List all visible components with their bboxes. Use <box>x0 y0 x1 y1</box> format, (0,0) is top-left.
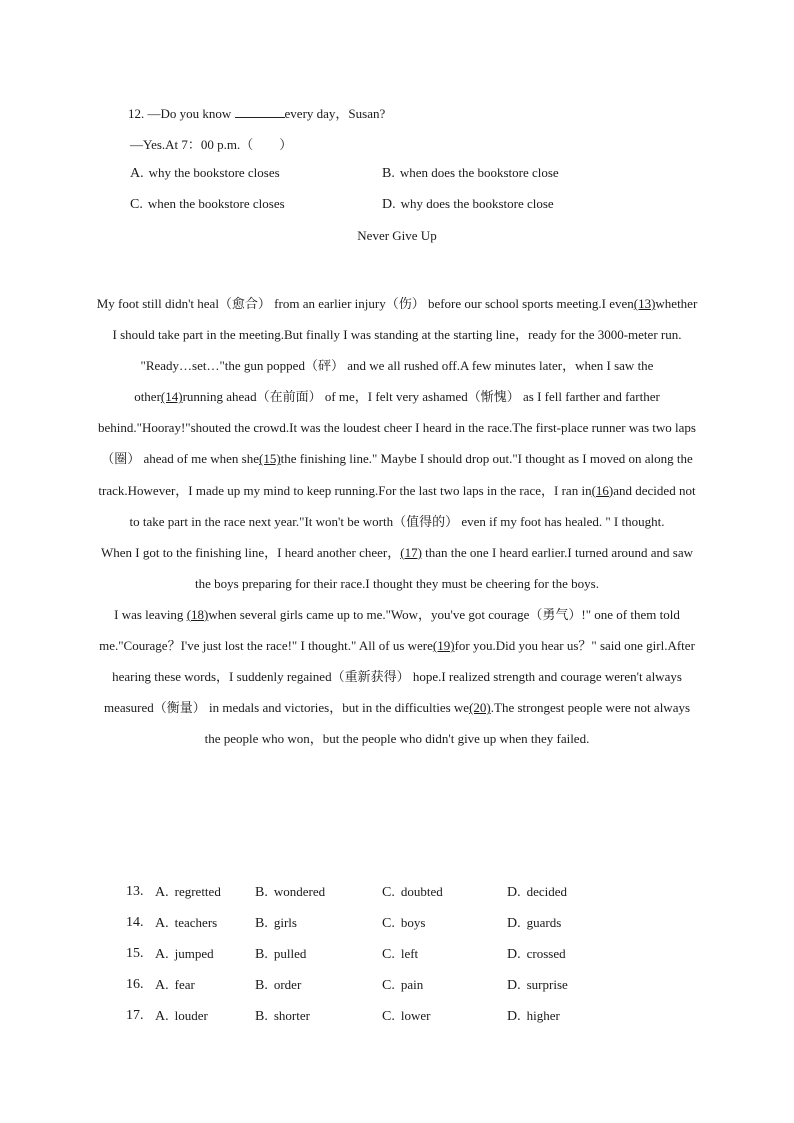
option-text: why the bookstore closes <box>148 165 280 180</box>
option-letter: D. <box>382 197 396 212</box>
option-letter: D. <box>507 885 521 900</box>
option-text: left <box>400 946 419 961</box>
option-text: wondered <box>273 884 326 899</box>
option-a[interactable] <box>155 946 214 963</box>
passage-text: for you.Did you hear us？" said one girl.After hearing these words，I suddenly regained（重新获得） hope.I realized strength and courage weren't always measured（衡量） in medals and victories，but in the difficulties we <box>103 638 695 716</box>
prompt-text: every day，Susan? <box>284 106 386 121</box>
option-text: louder <box>174 1008 208 1023</box>
blank-20: (20) <box>469 700 491 716</box>
option-text: pain <box>400 977 424 992</box>
option-letter: B. <box>255 978 268 993</box>
blank-19: (19) <box>432 638 455 654</box>
blank-18: (18) <box>186 606 209 622</box>
option-d[interactable] <box>507 977 568 994</box>
option-b[interactable] <box>255 977 301 994</box>
passage-text: When I got to the finishing line，I heard another cheer， <box>100 544 401 560</box>
option-letter: B. <box>255 1009 268 1024</box>
option-text: when does the bookstore close <box>399 165 559 180</box>
option-text: fear <box>174 977 195 992</box>
option-d[interactable] <box>507 946 566 963</box>
option-letter: A. <box>155 885 169 900</box>
answer-choices <box>126 877 646 1032</box>
option-text: lower <box>400 1008 431 1023</box>
question-number: 16. <box>126 977 144 992</box>
option-text: jumped <box>174 946 214 961</box>
option-letter: C. <box>382 978 395 993</box>
option-a[interactable] <box>155 1008 208 1025</box>
option-d[interactable] <box>507 1008 560 1025</box>
choice-row-13 <box>126 877 646 908</box>
option-letter: B. <box>255 885 268 900</box>
paragraph-3 <box>96 599 698 754</box>
answer-blank <box>235 105 285 118</box>
option-letter: A. <box>155 978 169 993</box>
blank-13: (13) <box>633 296 656 311</box>
option-c[interactable] <box>382 1008 430 1025</box>
option-a[interactable] <box>155 884 221 901</box>
option-letter: C. <box>382 916 395 931</box>
paragraph-1 <box>96 288 698 537</box>
option-text: guards <box>526 915 562 930</box>
question-number: 14. <box>126 915 144 930</box>
blank-17: (17) <box>400 544 422 560</box>
option-b[interactable] <box>255 1008 310 1025</box>
option-letter: A. <box>155 1009 169 1024</box>
passage-text: running ahead（在前面） of me，I felt very ashamed（惭愧） as I fell farther and farther behind."Hooray!"shouted the crowd.It was the loudest cheer I heard in the race.The first-place runner was two laps（圈） ahead of me when she <box>98 389 696 467</box>
question-12-answer-line: —Yes.At 7：00 p.m.（ ） <box>130 137 293 152</box>
question-number: 17. <box>126 1008 144 1023</box>
passage-text: when several girls came up to me."Wow，you've got courage（勇气）!" one of them told me."Courage？I've just lost the race!" I thought." All of us were <box>99 606 680 654</box>
option-text: teachers <box>174 915 218 930</box>
option-letter: B. <box>255 916 268 931</box>
passage-text: the finishing line." Maybe I should drop out."I thought as I moved on along the track.However，I made up my mind to keep running.For the last two laps in the race，I ran in <box>98 451 693 498</box>
option-text: pulled <box>273 946 307 961</box>
option-a[interactable] <box>155 977 195 994</box>
option-letter: C. <box>382 947 395 962</box>
option-letter: A. <box>155 947 169 962</box>
question-12-prompt <box>128 103 385 122</box>
option-letter: C. <box>382 1009 395 1024</box>
blank-15: (15) <box>258 451 281 467</box>
passage-text: than the one I heard earlier.I turned around and saw the boys preparing for their race.I thought they must be cheering for the boys. <box>195 544 694 591</box>
paragraph-2 <box>96 537 698 599</box>
passage-text: My foot still didn't heal（愈合） from an earlier injury（伤） before our school sports meeting.I even <box>96 296 634 311</box>
question-number: 15. <box>126 946 144 961</box>
choice-row-17 <box>126 1001 646 1032</box>
option-letter: A. <box>130 166 144 181</box>
question-number: 12. <box>128 106 145 121</box>
passage-title: Never Give Up <box>357 228 437 243</box>
passage-body <box>96 288 698 754</box>
option-a[interactable] <box>130 165 280 182</box>
option-d[interactable] <box>382 196 554 213</box>
option-text: girls <box>273 915 297 930</box>
option-text: crossed <box>526 946 566 961</box>
option-letter: D. <box>507 1009 521 1024</box>
choice-row-16 <box>126 970 646 1001</box>
option-text: surprise <box>526 977 568 992</box>
option-text: decided <box>526 884 568 899</box>
option-letter: B. <box>255 947 268 962</box>
option-text: shorter <box>273 1008 310 1023</box>
option-c[interactable] <box>382 915 425 932</box>
passage-text: .The strongest people were not always the people who won，but the people who didn't give up when they failed. <box>204 700 691 747</box>
option-text: regretted <box>174 884 221 899</box>
option-b[interactable] <box>255 884 325 901</box>
option-a[interactable] <box>155 915 217 932</box>
option-c[interactable] <box>382 884 443 901</box>
option-c[interactable] <box>382 977 423 994</box>
option-letter: D. <box>507 947 521 962</box>
option-letter: C. <box>130 197 143 212</box>
choice-row-14 <box>126 908 646 939</box>
option-letter: D. <box>507 978 521 993</box>
option-text: when the bookstore closes <box>147 196 285 211</box>
question-number: 13. <box>126 884 144 899</box>
option-b[interactable] <box>255 946 306 963</box>
option-letter: D. <box>507 916 521 931</box>
option-b[interactable] <box>255 915 297 932</box>
option-b[interactable] <box>382 165 559 182</box>
option-text: boys <box>400 915 426 930</box>
blank-14: (14) <box>160 389 183 405</box>
passage-text: I was leaving <box>114 606 187 622</box>
option-text: why does the bookstore close <box>400 196 554 211</box>
prompt-text: —Do you know <box>147 106 232 121</box>
option-c[interactable] <box>382 946 418 963</box>
option-letter: C. <box>382 885 395 900</box>
option-text: doubted <box>400 884 443 899</box>
option-d[interactable] <box>507 884 567 901</box>
option-c[interactable] <box>130 196 285 213</box>
choice-row-15 <box>126 939 646 970</box>
option-letter: A. <box>155 916 169 931</box>
option-text: order <box>273 977 302 992</box>
option-letter: B. <box>382 166 395 181</box>
passage-text: whether I should take part in the meeting.But finally I was standing at the starting line，ready for the 3000-meter run. "Ready…set…"the gun popped（砰） and we all rushed off.A few minutes later，when I saw the other <box>112 296 698 405</box>
option-text: higher <box>526 1008 560 1023</box>
option-d[interactable] <box>507 915 561 932</box>
passage-text: and decided not to take part in the race next year."It won't be worth（值得的） even if my foot has healed. " I thought. <box>129 482 696 529</box>
blank-16: (16) <box>591 482 614 498</box>
